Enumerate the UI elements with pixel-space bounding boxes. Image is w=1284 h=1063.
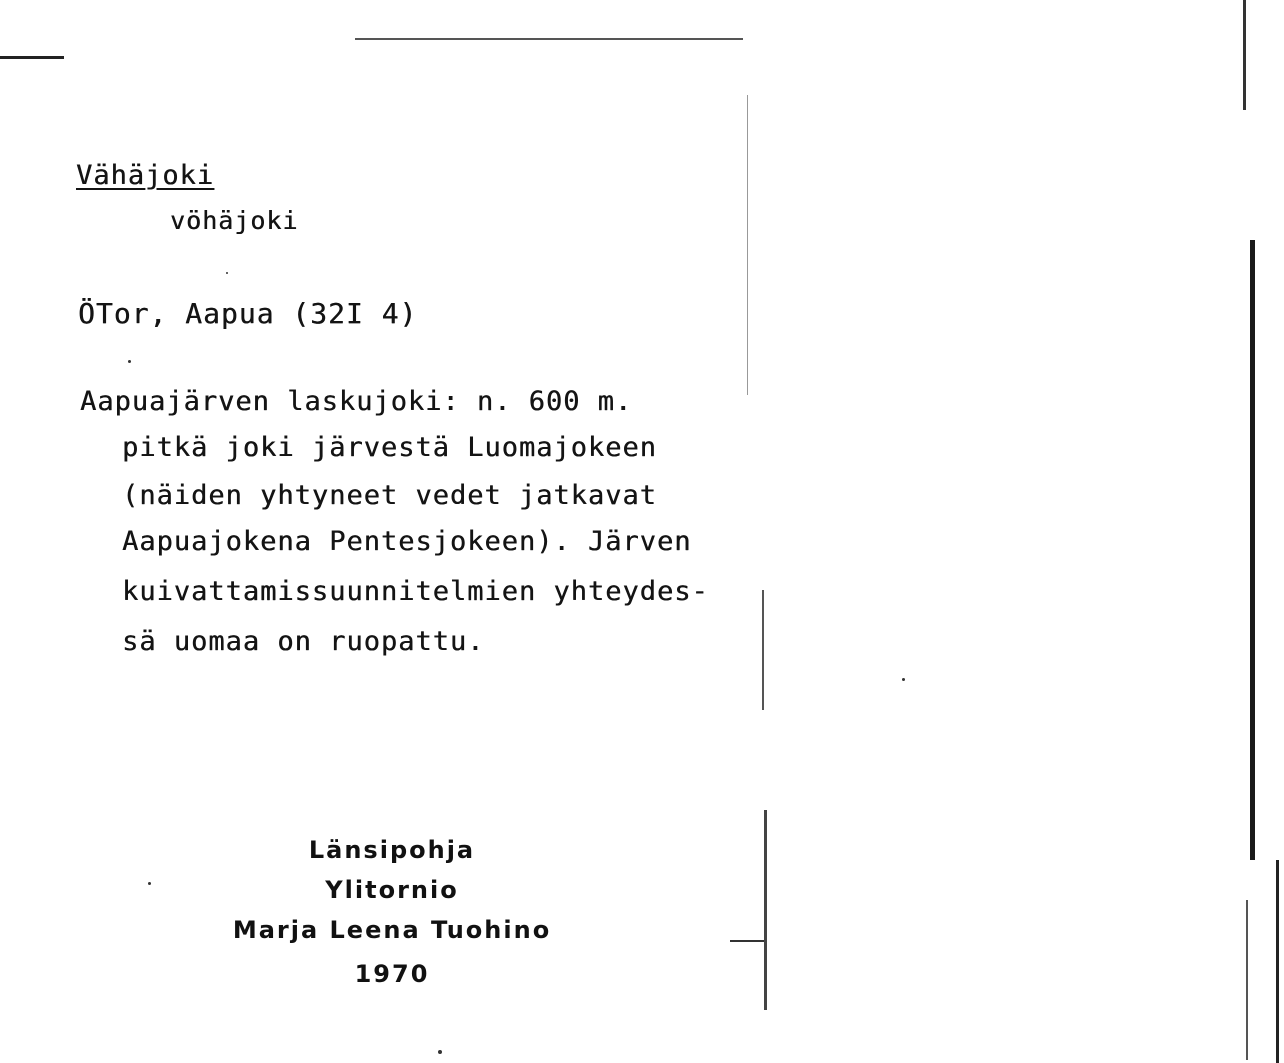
description-line: kuivattamissuunnitelmien yhteydes- [122,576,709,607]
speck [128,360,131,363]
margin-tick [730,940,764,942]
scan-border-right-bottom [1276,860,1279,1063]
speck [902,678,905,681]
description-line: (näiden yhtyneet vedet jatkavat [122,480,657,511]
scan-border-right-top [1243,0,1246,110]
card-right-edge-lowest [764,810,767,1010]
stamp-parish: Ylitornio [325,876,459,904]
scan-edge-top [355,38,743,40]
stamp-year: 1970 [354,960,430,988]
card-right-edge [747,95,748,395]
speck [226,272,228,274]
location: ÖTor, Aapua (32I 4) [78,297,418,330]
description-line: Aapuajokena Pentesjokeen). Järven [122,526,692,557]
stamp-region: Länsipohja [308,836,476,864]
stamp-collector: Marja Leena Tuohino [232,916,552,944]
scan-border-right [1250,240,1255,860]
scan-border-right-mark [1246,900,1248,1060]
scan-edge-top-left [0,56,64,59]
pronunciation: vöhäjoki [170,206,299,235]
card-right-edge-lower [762,590,764,710]
description-line: sä uomaa on ruopattu. [122,626,485,657]
speck [148,882,151,885]
speck [438,1050,442,1054]
description-line: pitkä joki järvestä Luomajokeen [122,432,657,463]
headword: Vähäjoki [76,160,215,191]
description-line: Aapuajärven laskujoki: n. 600 m. [80,386,633,417]
